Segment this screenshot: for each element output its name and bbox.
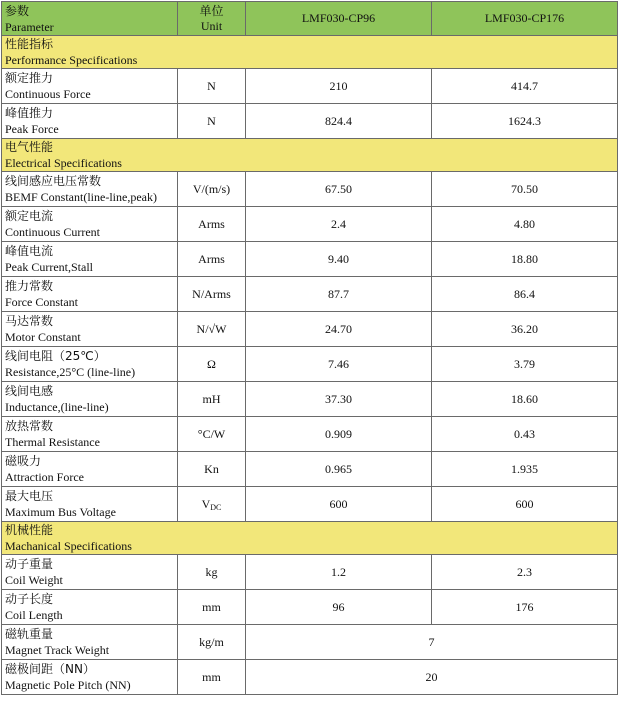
table-row-coil-weight — [2, 555, 618, 590]
table-row-peak-current — [2, 242, 618, 277]
header-parameter — [2, 2, 178, 36]
value-cell: 600 — [246, 487, 432, 522]
section-performance — [2, 36, 618, 69]
value-cell: 67.50 — [246, 172, 432, 207]
param-en: Coil Weight — [5, 573, 63, 587]
value-cell: 2.4 — [246, 207, 432, 242]
value-cell: 96 — [246, 590, 432, 625]
unit-cell: kg/m — [178, 625, 246, 660]
value-cell: 7.46 — [246, 347, 432, 382]
unit-cell: Arms — [178, 242, 246, 277]
value-cell: 176 — [432, 590, 618, 625]
param-en: Thermal Resistance — [5, 435, 100, 449]
unit-cell: N/√W — [178, 312, 246, 347]
unit-cell: Ω — [178, 347, 246, 382]
value-cell: 4.80 — [432, 207, 618, 242]
value-cell: 824.4 — [246, 104, 432, 139]
value-cell: 0.909 — [246, 417, 432, 452]
table-row-peak-force — [2, 104, 618, 139]
header-row — [2, 2, 618, 36]
value-cell: 1.2 — [246, 555, 432, 590]
unit-cell: kg — [178, 555, 246, 590]
table-row-magnetic-pole-pitch — [2, 660, 618, 695]
param-zh: 动子长度 — [5, 592, 54, 606]
param-zh: 磁极间距（NN） — [5, 662, 95, 676]
unit-cell: N — [178, 69, 246, 104]
param-en: Maximum Bus Voltage — [5, 505, 116, 519]
section-title-zh: 性能指标 — [5, 37, 54, 51]
unit-cell: V/(m/s) — [178, 172, 246, 207]
param-zh: 额定推力 — [5, 71, 54, 85]
param-zh: 动子重量 — [5, 557, 54, 571]
value-cell: 87.7 — [246, 277, 432, 312]
unit-cell: mm — [178, 590, 246, 625]
unit-cell: mm — [178, 660, 246, 695]
param-en: Peak Current,Stall — [5, 260, 93, 274]
section-title-en: Machanical Specifications — [5, 539, 132, 553]
param-zh: 放热常数 — [5, 419, 54, 433]
unit-cell: N/Arms — [178, 277, 246, 312]
unit-cell — [178, 487, 246, 522]
section-electrical — [2, 139, 618, 172]
value-cell: 3.79 — [432, 347, 618, 382]
header-model-1: LMF030-CP96 — [246, 2, 432, 36]
value-cell: 210 — [246, 69, 432, 104]
header-parameter-en: Parameter — [5, 19, 54, 34]
section-title-en: Performance Specifications — [5, 53, 138, 67]
param-zh: 马达常数 — [5, 314, 54, 328]
value-cell: 86.4 — [432, 277, 618, 312]
param-en: Attraction Force — [5, 470, 84, 484]
param-en: Motor Constant — [5, 330, 81, 344]
value-cell: 18.80 — [432, 242, 618, 277]
param-en: Inductance,(line-line) — [5, 400, 109, 414]
table-row-continuous-force — [2, 69, 618, 104]
section-title-en: Electrical Specifications — [5, 156, 122, 170]
value-cell-merged: 7 — [246, 625, 618, 660]
param-zh: 峰值电流 — [5, 244, 54, 258]
spec-table — [1, 1, 618, 695]
param-en: Continuous Force — [5, 87, 91, 101]
header-unit-en: Unit — [200, 18, 223, 33]
param-en: Magnetic Pole Pitch (NN) — [5, 678, 131, 692]
value-cell: 70.50 — [432, 172, 618, 207]
value-cell: 414.7 — [432, 69, 618, 104]
header-unit-zh: 单位 — [199, 3, 224, 18]
unit-cell: N — [178, 104, 246, 139]
value-cell: 37.30 — [246, 382, 432, 417]
table-row-magnet-track-weight — [2, 625, 618, 660]
table-row-max-bus-voltage — [2, 487, 618, 522]
value-cell: 600 — [432, 487, 618, 522]
value-cell: 1624.3 — [432, 104, 618, 139]
section-title-zh: 电气性能 — [5, 140, 54, 154]
param-en: Continuous Current — [5, 225, 100, 239]
table-row-force-constant — [2, 277, 618, 312]
table-row-bemf-constant — [2, 172, 618, 207]
param-zh: 线间电感 — [5, 384, 54, 398]
header-parameter-zh: 参数 — [5, 3, 30, 18]
unit-cell: Arms — [178, 207, 246, 242]
value-cell: 24.70 — [246, 312, 432, 347]
param-en: Magnet Track Weight — [5, 643, 110, 657]
header-model-2: LMF030-CP176 — [432, 2, 618, 36]
table-row-resistance — [2, 347, 618, 382]
table-row-attraction-force — [2, 452, 618, 487]
value-cell: 0.43 — [432, 417, 618, 452]
param-zh: 推力常数 — [5, 279, 54, 293]
param-zh: 峰值推力 — [5, 106, 54, 120]
table-row-thermal-resistance — [2, 417, 618, 452]
param-en: BEMF Constant(line-line,peak) — [5, 190, 157, 204]
table-row-inductance — [2, 382, 618, 417]
param-zh: 线间感应电压常数 — [5, 174, 102, 188]
value-cell: 18.60 — [432, 382, 618, 417]
value-cell-merged: 20 — [246, 660, 618, 695]
param-en: Resistance,25°C (line-line) — [5, 365, 136, 379]
value-cell: 1.935 — [432, 452, 618, 487]
table-row-continuous-current — [2, 207, 618, 242]
param-zh: 磁轨重量 — [5, 627, 54, 641]
param-en: Peak Force — [5, 122, 59, 136]
unit-cell: mH — [178, 382, 246, 417]
param-en: Force Constant — [5, 295, 78, 309]
value-cell: 0.965 — [246, 452, 432, 487]
table-row-coil-length — [2, 590, 618, 625]
param-zh: 线间电阻（25℃） — [5, 349, 106, 363]
unit-cell: Kn — [178, 452, 246, 487]
param-zh: 最大电压 — [5, 489, 54, 503]
unit-cell: °C/W — [178, 417, 246, 452]
unit-subscript: DC — [210, 502, 222, 512]
param-zh: 磁吸力 — [5, 454, 42, 468]
value-cell: 36.20 — [432, 312, 618, 347]
unit-main: V — [201, 496, 211, 511]
section-title-zh: 机械性能 — [5, 523, 54, 537]
section-mechanical — [2, 522, 618, 555]
param-zh: 额定电流 — [5, 209, 54, 223]
value-cell: 2.3 — [432, 555, 618, 590]
value-cell: 9.40 — [246, 242, 432, 277]
header-unit — [178, 2, 246, 36]
table-row-motor-constant — [2, 312, 618, 347]
param-en: Coil Length — [5, 608, 63, 622]
